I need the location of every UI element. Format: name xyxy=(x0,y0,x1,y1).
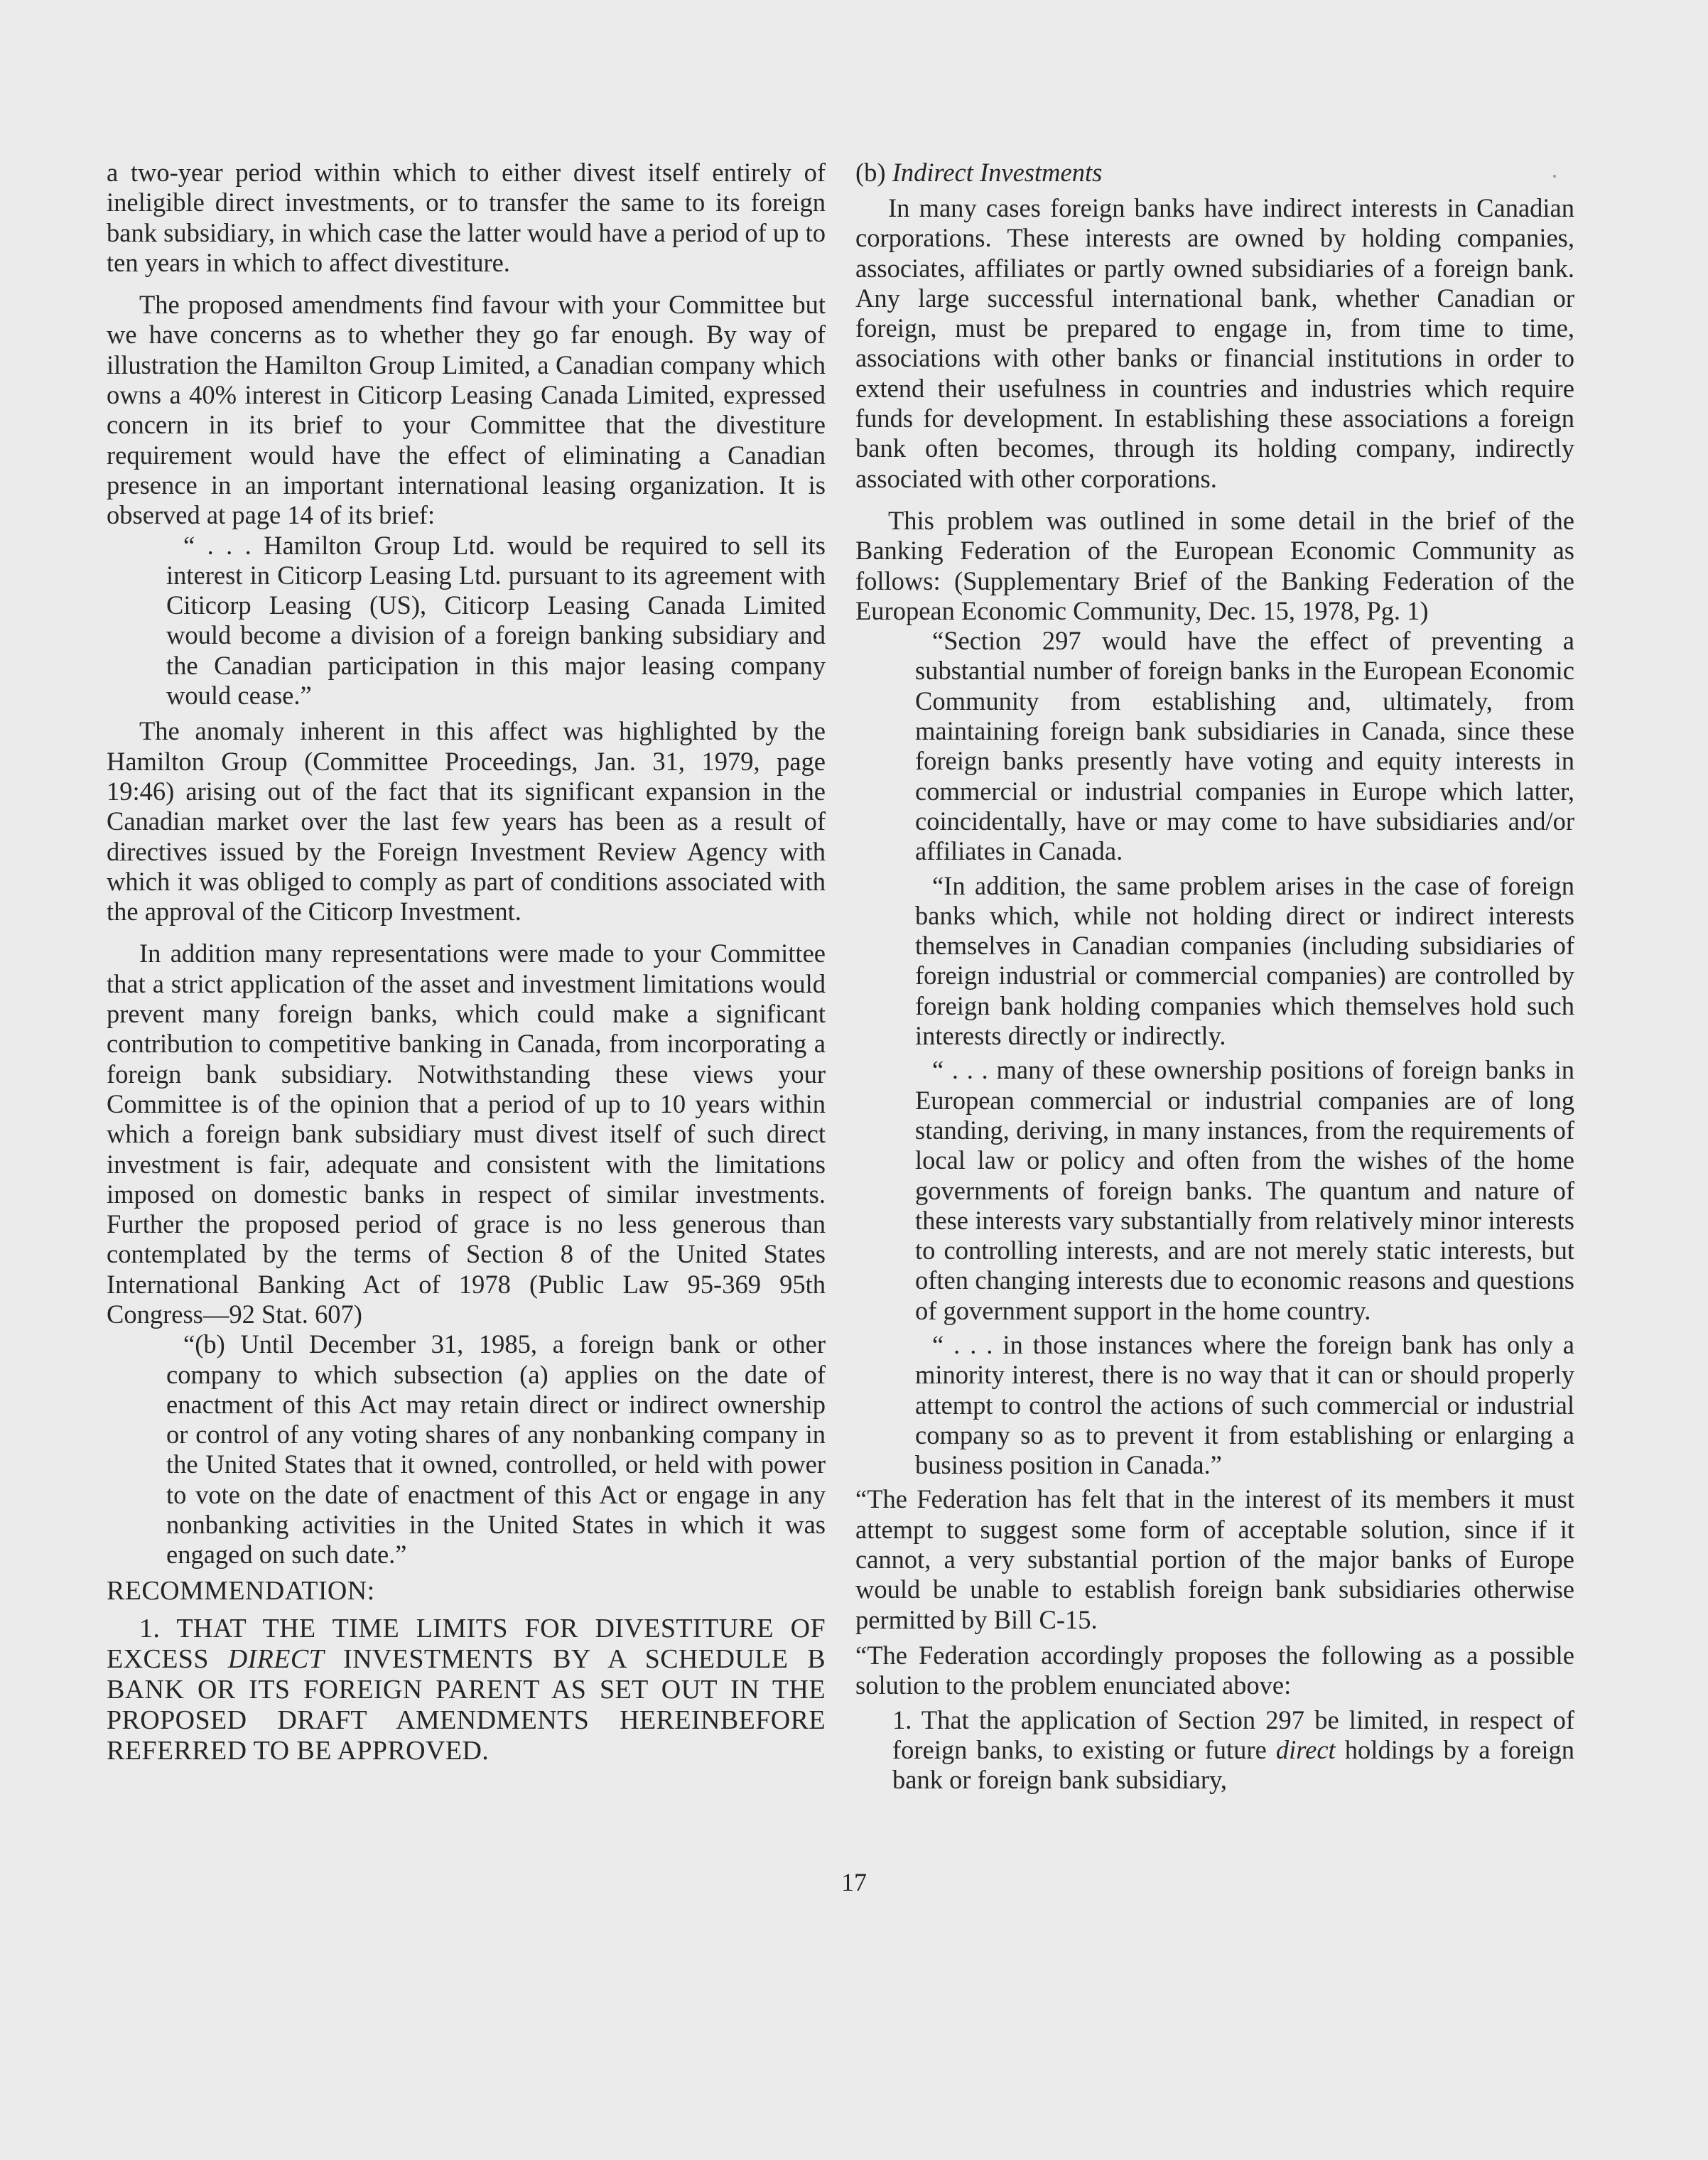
paragraph-anomaly: The anomaly inherent in this affect was highlighted by the Hamilton Group (Committee Proceedings, Jan. 31, 1979, page 19:46) arising out of the fact that its significant expansion in the Canadian market over the last few years has been as a result of directives issued by the Foreign Investment Review Agency with which it was obliged to comply as part of conditions associated with the approval of the Citicorp Investment. xyxy=(107,716,826,927)
section-heading-prefix: (b) xyxy=(855,158,892,187)
right-column xyxy=(855,158,1574,1795)
paragraph-indirect-interests: In many cases foreign banks have indirect interests in Canadian corporations. These interests are owned by holding companies, associates, affiliates or partly owned subsidiaries of a foreign bank. Any large successful international bank, whether Canadian or foreign, must be prepared to engage in, from time to time, associations with other banks or financial institutions in order to extend their usefulness in countries and industries which require funds for development. In establishing these associations a foreign bank often becomes, through its holding company, indirectly associated with other corporations. xyxy=(855,193,1574,493)
quote-ownership-positions: “ . . . many of these ownership positions of foreign banks in European commercial or industrial companies are of long standing, deriving, in many instances, from the requirements of local law or policy and often from the wishes of the home governments of foreign banks. The quantum and nature of these interests vary substantially from relatively minor interests to controlling interests, and are not merely static interests, but often changing interests due to economic reasons and questions of government support in the home country. xyxy=(915,1055,1574,1325)
quote-in-addition: “In addition, the same problem arises in the case of foreign banks which, while not holding direct or indirect interests themselves in Canadian companies (including subsidiaries of foreign industrial or commercial companies) are controlled by foreign bank holding companies which themselves hold such interests directly or indirectly. xyxy=(915,870,1574,1051)
proposal-text-start: 1. That the application of Section 297 be limited, in respect of foreign banks, to existing or future xyxy=(892,1705,1574,1764)
quote-minority-interest: “ . . . in those instances where the foreign bank has only a minority interest, there is no way that it can or should properly attempt to control the actions of such commercial or industrial company so as to prevent it from establishing or enlarging a business position in Canada.” xyxy=(915,1329,1574,1480)
scan-speck xyxy=(1553,175,1556,178)
paragraph-committee-concerns: The proposed amendments find favour with your Committee but we have concerns as to whether they go far enough. By way of illustration the Hamilton Group Limited, a Canadian company which owns a 40% interest in Citicorp Leasing Canada Limited, expressed concern in its brief to your Committee that the divestiture requirement would have the effect of eliminating a Canadian presence in an important international leasing organization. It is observed at page 14 of its brief: xyxy=(107,290,826,530)
recommendation-text-end: INVESTMENTS BY A SCHEDULE B BANK OR ITS FOREIGN PARENT AS SET OUT IN THE PROPOSED DRAFT AMENDMENTS HEREINBEFORE REFERRED TO BE APPROVED. xyxy=(107,1643,826,1766)
recommendation-heading: RECOMMENDATION: xyxy=(107,1575,375,1606)
left-column xyxy=(107,158,826,1766)
paragraph-representations: In addition many representations were made to your Committee that a strict application of the asset and investment limitations would prevent many foreign banks, which could make a significant contribution to competitive banking in Canada, from incorporating a foreign bank subsidiary. Notwithstanding these views your Committee is of the opinion that a period of up to 10 years within which a foreign bank subsidiary must divest itself of such direct investment is fair, adequate and consistent with the limitations imposed on domestic banks in respect of similar investments. Further the proposed period of grace is no less generous than contemplated by the terms of Section 8 of the United States International Banking Act of 1978 (Public Law 95-369 95th Congress—92 Stat. 607) xyxy=(107,939,826,1329)
quote-section-297: “Section 297 would have the effect of preventing a substantial number of foreign banks in the European Economic Community from establishing and, ultimately, from maintaining foreign bank subsidiaries in Canada, since these foreign banks presently have voting and equity interests in commercial or industrial companies in Europe which latter, coincidentally, have or may come to have subsidiaries and/or affiliates in Canada. xyxy=(915,626,1574,866)
quote-banking-act: “(b) Until December 31, 1985, a foreign bank or other company to which subsection (a) applies on the date of enactment of this Act may retain direct or indirect ownership or control of any voting shares of any nonbanking company in the United States that it owned, controlled, or held with power to vote on the date of enactment of this Act or engage in any nonbanking activities in the United States in which it was engaged on such date.” xyxy=(166,1329,826,1570)
quote-hamilton-brief: “ . . . Hamilton Group Ltd. would be required to sell its interest in Citicorp Leasing Ltd. pursuant to its agreement with Citicorp Leasing (US), Citicorp Leasing Canada Limited would become a division of a foreign banking subsidiary and the Canadian participation in this major leasing company would cease.” xyxy=(166,530,826,711)
proposal-text-italic: direct xyxy=(1275,1734,1336,1764)
paragraph-continuation: a two-year period within which to either divest itself entirely of ineligible direct investments, or to transfer the same to its foreign bank subsidiary, in which case the latter would have a period of up to ten years in which to affect divestiture. xyxy=(107,158,826,277)
recommendation-item-1 xyxy=(107,1614,826,1766)
paragraph-federation-felt: “The Federation has felt that in the interest of its members it must attempt to suggest some form of acceptable solution, since if it cannot, a very substantial portion of the major banks of Europe would be unable to establish foreign bank subsidiaries otherwise permitted by Bill C-15. xyxy=(855,1484,1574,1634)
paragraph-problem-outlined: This problem was outlined in some detail in the brief of the Banking Federation of the European Economic Community as follows: (Supplementary Brief of the Banking Federation of the European Economic Community, Dec. 15, 1978, Pg. 1) xyxy=(855,505,1574,625)
recommendation-text-start: 1. THAT THE TIME LIMITS FOR DIVESTITURE OF EXCESS xyxy=(107,1613,826,1674)
section-heading-title: Indirect Investments xyxy=(892,158,1103,187)
page-number: 17 xyxy=(841,1868,867,1896)
paragraph-federation-proposes: “The Federation accordingly proposes the following as a possible solution to the problem enunciated above: xyxy=(855,1640,1574,1700)
section-heading-indirect-investments xyxy=(855,158,1574,188)
proposal-item-1 xyxy=(892,1705,1574,1796)
recommendation-text-italic: DIRECT xyxy=(227,1643,325,1674)
proposal-text-end: holdings by a foreign bank or foreign bank subsidiary, xyxy=(892,1734,1574,1795)
